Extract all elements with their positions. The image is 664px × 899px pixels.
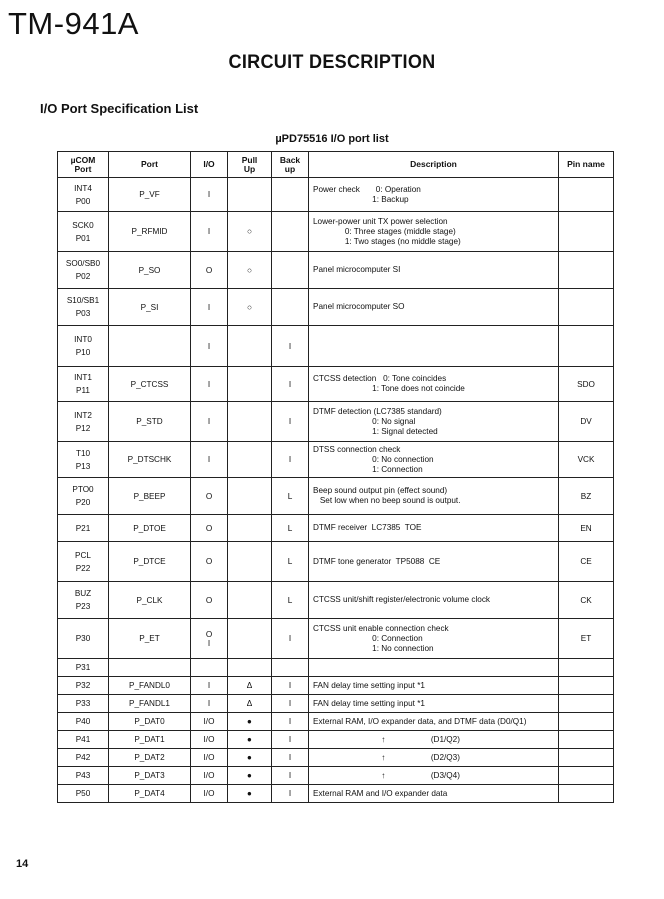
cell-com: P21 xyxy=(58,515,109,542)
cell-io: O xyxy=(191,252,228,289)
cell-com: INT2 P12 xyxy=(58,402,109,442)
cell-desc: ↑ (D3/Q4) xyxy=(309,767,559,785)
cell-pullup: Δ xyxy=(228,677,272,695)
cell-backup: L xyxy=(272,542,309,582)
cell-pin xyxy=(559,767,614,785)
cell-com: P42 xyxy=(58,749,109,767)
table-row xyxy=(58,178,614,212)
cell-backup xyxy=(272,659,309,677)
cell-desc: CTCSS unit enable connection check 0: Connection 1: No connection xyxy=(309,619,559,659)
table-row xyxy=(58,542,614,582)
cell-pullup xyxy=(228,326,272,367)
table-row xyxy=(58,367,614,402)
cell-io: I xyxy=(191,212,228,252)
cell-pullup: ○ xyxy=(228,252,272,289)
cell-desc: Panel microcomputer SO xyxy=(309,289,559,326)
column-header: Pin name xyxy=(559,152,614,178)
cell-io: I xyxy=(191,402,228,442)
table-header-row xyxy=(58,152,614,178)
cell-desc: Lower-power unit TX power selection 0: Three stages (middle stage) 1: Two stages (no middle stage) xyxy=(309,212,559,252)
cell-port: P_DTSCHK xyxy=(109,442,191,478)
cell-io: O xyxy=(191,582,228,619)
cell-backup: I xyxy=(272,713,309,731)
cell-pullup: Δ xyxy=(228,695,272,713)
cell-port xyxy=(109,659,191,677)
cell-pin: SDO xyxy=(559,367,614,402)
cell-pin: DV xyxy=(559,402,614,442)
cell-backup: I xyxy=(272,677,309,695)
cell-io: O xyxy=(191,478,228,515)
cell-pin: ET xyxy=(559,619,614,659)
cell-backup: I xyxy=(272,402,309,442)
cell-port: P_BEEP xyxy=(109,478,191,515)
cell-pin xyxy=(559,289,614,326)
section-title: I/O Port Specification List xyxy=(40,101,199,116)
cell-com: P43 xyxy=(58,767,109,785)
cell-port: P_RFMID xyxy=(109,212,191,252)
table-row xyxy=(58,252,614,289)
cell-io: I/O xyxy=(191,731,228,749)
table-row xyxy=(58,402,614,442)
cell-backup xyxy=(272,212,309,252)
cell-io: I/O xyxy=(191,749,228,767)
cell-pullup: ● xyxy=(228,785,272,803)
cell-com: SCK0 P01 xyxy=(58,212,109,252)
cell-port: P_DAT0 xyxy=(109,713,191,731)
cell-pin xyxy=(559,326,614,367)
cell-port: P_DTOE xyxy=(109,515,191,542)
cell-com: INT1 P11 xyxy=(58,367,109,402)
cell-port: P_DAT3 xyxy=(109,767,191,785)
cell-port: P_STD xyxy=(109,402,191,442)
cell-com: BUZ P23 xyxy=(58,582,109,619)
cell-pullup: ● xyxy=(228,731,272,749)
table-row xyxy=(58,767,614,785)
cell-backup: L xyxy=(272,478,309,515)
cell-desc: Power check 0: Operation 1: Backup xyxy=(309,178,559,212)
cell-io: I xyxy=(191,442,228,478)
cell-com: P50 xyxy=(58,785,109,803)
cell-port: P_DTCE xyxy=(109,542,191,582)
cell-port: P_CTCSS xyxy=(109,367,191,402)
column-header: Description xyxy=(309,152,559,178)
cell-backup: L xyxy=(272,515,309,542)
cell-io: O xyxy=(191,515,228,542)
table-row xyxy=(58,442,614,478)
cell-port: P_CLK xyxy=(109,582,191,619)
cell-desc: DTMF detection (LC7385 standard) 0: No signal 1: Signal detected xyxy=(309,402,559,442)
cell-pullup xyxy=(228,515,272,542)
column-header: I/O xyxy=(191,152,228,178)
table-row xyxy=(58,713,614,731)
table-row xyxy=(58,695,614,713)
cell-io: I xyxy=(191,326,228,367)
cell-port: P_DAT2 xyxy=(109,749,191,767)
cell-com: PCL P22 xyxy=(58,542,109,582)
cell-port: P_FANDL1 xyxy=(109,695,191,713)
cell-port: P_SO xyxy=(109,252,191,289)
cell-backup: I xyxy=(272,442,309,478)
table-row xyxy=(58,478,614,515)
cell-io: I/O xyxy=(191,785,228,803)
cell-pullup xyxy=(228,542,272,582)
cell-backup: I xyxy=(272,767,309,785)
cell-port: P_FANDL0 xyxy=(109,677,191,695)
cell-com: INT4 P00 xyxy=(58,178,109,212)
cell-backup: I xyxy=(272,326,309,367)
table-row xyxy=(58,515,614,542)
cell-io: I/O xyxy=(191,713,228,731)
cell-pullup xyxy=(228,659,272,677)
cell-pullup xyxy=(228,367,272,402)
cell-backup: I xyxy=(272,749,309,767)
cell-port: P_ET xyxy=(109,619,191,659)
cell-pullup: ○ xyxy=(228,212,272,252)
cell-port: P_DAT4 xyxy=(109,785,191,803)
cell-io: I/O xyxy=(191,767,228,785)
column-header: µCOM Port xyxy=(58,152,109,178)
cell-pin xyxy=(559,713,614,731)
cell-desc: CTCSS unit/shift register/electronic volume clock xyxy=(309,582,559,619)
cell-pin xyxy=(559,178,614,212)
cell-io: I xyxy=(191,178,228,212)
cell-pin xyxy=(559,695,614,713)
io-port-table xyxy=(57,151,614,803)
cell-backup xyxy=(272,289,309,326)
table-row xyxy=(58,785,614,803)
cell-pin: CK xyxy=(559,582,614,619)
cell-desc xyxy=(309,659,559,677)
table-title: µPD75516 I/O port list xyxy=(275,133,389,145)
model-number: TM-941A xyxy=(8,6,139,41)
cell-io xyxy=(191,659,228,677)
cell-com: P31 xyxy=(58,659,109,677)
cell-pin: EN xyxy=(559,515,614,542)
page-number: 14 xyxy=(16,858,29,870)
cell-pin xyxy=(559,785,614,803)
cell-com: PTO0 P20 xyxy=(58,478,109,515)
table-row xyxy=(58,582,614,619)
table-row xyxy=(58,326,614,367)
cell-com: SO0/SB0 P02 xyxy=(58,252,109,289)
table-row xyxy=(58,289,614,326)
cell-port xyxy=(109,326,191,367)
cell-desc: Beep sound output pin (effect sound) Set low when no beep sound is output. xyxy=(309,478,559,515)
column-header: Port xyxy=(109,152,191,178)
table-row xyxy=(58,749,614,767)
cell-pullup: ● xyxy=(228,713,272,731)
cell-pullup xyxy=(228,178,272,212)
cell-pullup: ● xyxy=(228,749,272,767)
cell-backup: I xyxy=(272,785,309,803)
cell-io: O xyxy=(191,542,228,582)
cell-com: P30 xyxy=(58,619,109,659)
page-title: CIRCUIT DESCRIPTION xyxy=(228,52,436,73)
cell-pullup xyxy=(228,442,272,478)
cell-com: P40 xyxy=(58,713,109,731)
column-header: Back up xyxy=(272,152,309,178)
table-row xyxy=(58,731,614,749)
cell-pullup xyxy=(228,619,272,659)
cell-com: P33 xyxy=(58,695,109,713)
cell-pullup xyxy=(228,478,272,515)
cell-port: P_DAT1 xyxy=(109,731,191,749)
cell-io: I xyxy=(191,367,228,402)
cell-backup xyxy=(272,178,309,212)
table-row xyxy=(58,677,614,695)
cell-desc: DTSS connection check 0: No connection 1: Connection xyxy=(309,442,559,478)
cell-com: INT0 P10 xyxy=(58,326,109,367)
cell-pin: VCK xyxy=(559,442,614,478)
cell-pullup: ● xyxy=(228,767,272,785)
cell-desc: FAN delay time setting input *1 xyxy=(309,695,559,713)
cell-com: P41 xyxy=(58,731,109,749)
cell-backup: L xyxy=(272,582,309,619)
cell-desc: External RAM and I/O expander data xyxy=(309,785,559,803)
cell-com: S10/SB1 P03 xyxy=(58,289,109,326)
table-row xyxy=(58,212,614,252)
cell-com: T10 P13 xyxy=(58,442,109,478)
cell-io: I xyxy=(191,289,228,326)
cell-backup: I xyxy=(272,367,309,402)
cell-pullup xyxy=(228,402,272,442)
cell-pin xyxy=(559,212,614,252)
cell-io: I xyxy=(191,677,228,695)
cell-pin: BZ xyxy=(559,478,614,515)
cell-pullup: ○ xyxy=(228,289,272,326)
cell-desc: External RAM, I/O expander data, and DTMF data (D0/Q1) xyxy=(309,713,559,731)
cell-backup xyxy=(272,252,309,289)
cell-pin xyxy=(559,659,614,677)
cell-pin: CE xyxy=(559,542,614,582)
cell-desc: CTCSS detection 0: Tone coincides 1: Tone does not coincide xyxy=(309,367,559,402)
cell-desc xyxy=(309,326,559,367)
cell-backup: I xyxy=(272,731,309,749)
cell-port: P_SI xyxy=(109,289,191,326)
cell-com: P32 xyxy=(58,677,109,695)
cell-desc: DTMF tone generator TP5088 CE xyxy=(309,542,559,582)
cell-desc: FAN delay time setting input *1 xyxy=(309,677,559,695)
cell-pin xyxy=(559,731,614,749)
column-header: Pull Up xyxy=(228,152,272,178)
cell-pullup xyxy=(228,582,272,619)
cell-desc: Panel microcomputer SI xyxy=(309,252,559,289)
cell-desc: ↑ (D1/Q2) xyxy=(309,731,559,749)
cell-backup: I xyxy=(272,619,309,659)
cell-port: P_VF xyxy=(109,178,191,212)
cell-pin xyxy=(559,252,614,289)
cell-backup: I xyxy=(272,695,309,713)
cell-desc: DTMF receiver LC7385 TOE xyxy=(309,515,559,542)
cell-desc: ↑ (D2/Q3) xyxy=(309,749,559,767)
table-row xyxy=(58,659,614,677)
table-body xyxy=(58,178,614,803)
cell-io: O I xyxy=(191,619,228,659)
cell-pin xyxy=(559,749,614,767)
cell-pin xyxy=(559,677,614,695)
table-row xyxy=(58,619,614,659)
cell-io: I xyxy=(191,695,228,713)
